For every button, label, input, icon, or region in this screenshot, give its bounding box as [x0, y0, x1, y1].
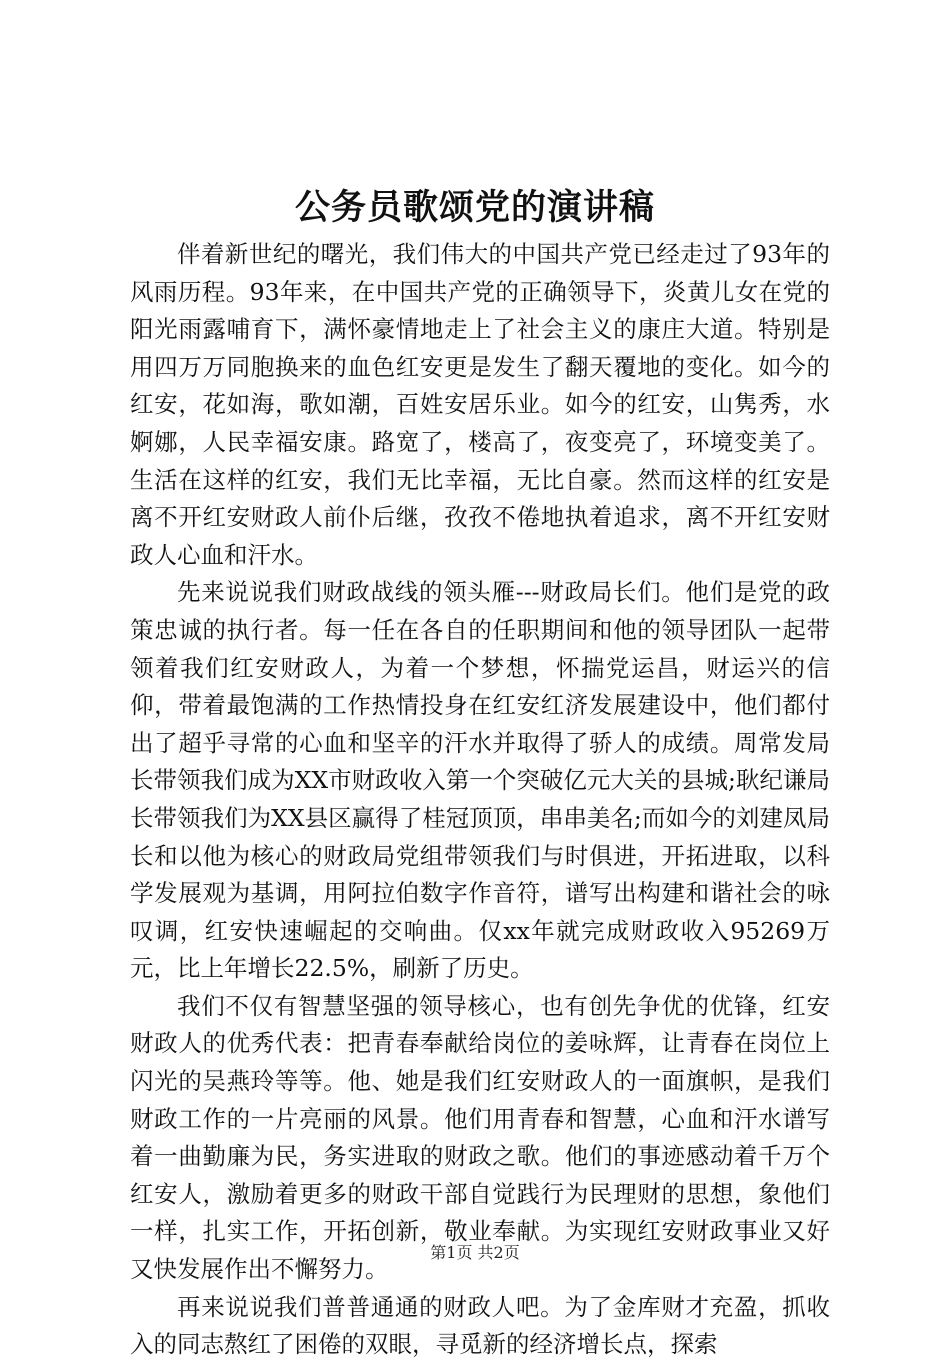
paragraph: 先来说说我们财政战线的领头雁---财政局长们。他们是党的政策忠诚的执行者。每一任在各自的任职期间和他的领导团队一起带领着我们红安财政人，为着一个梦想，怀揣党运昌，财运兴的信仰，带着最饱满的工作热情投身在红安红济发展建设中，他们都付出了超乎寻常的心血和坚辛的汗水并取得了骄人的成绩。周常发局长带领我们成为XX市财政收入第一个突破亿元大关的县城;耿纪谦局长带领我们为XX县区赢得了桂冠顶顶，串串美名;而如今的刘建凤局长和以他为核心的财政局党组带领我们与时俱进，开拓进取，以科学发展观为基调，用阿拉伯数字作音符，谱写出构建和谐社会的咏叹调，红安快速崛起的交响曲。仅xx年就完成财政收入95269万元，比上年增长22.5%，刷新了历史。: [130, 578, 830, 983]
paragraph: 再来说说我们普普通通的财政人吧。为了金库财才充盈，抓收入的同志熬红了困倦的双眼，寻觅新的经济增长点，探索: [130, 1292, 830, 1359]
page-number-footer: 第1页 共2页: [430, 1243, 520, 1262]
document-title: 公务员歌颂党的演讲稿: [294, 187, 655, 228]
paragraph: 伴着新世纪的曙光，我们伟大的中国共产党已经走过了93年的风雨历程。93年来，在中国共产党的正确领导下，炎黄儿女在党的阳光雨露哺育下，满怀豪情地走上了社会主义的康庄大道。特别是用四万万同胞换来的血色红安更是发生了翻天覆地的变化。如今的红安，花如海，歌如潮，百姓安居乐业。如今的红安，山隽秀，水婀娜，人民幸福安康。路宽了，楼高了，夜变亮了，环境变美了。生活在这样的红安，我们无比幸福，无比自豪。然而这样的红安是离不开红安财政人前仆后继，孜孜不倦地执着追求，离不开红安财政人心血和汗水。: [130, 240, 830, 569]
document-body: [130, 236, 830, 1364]
paragraph: 我们不仅有智慧坚强的领导核心，也有创先争优的优锋，红安财政人的优秀代表：把青春奉献给岗位的姜咏辉，让青春在岗位上闪光的吴燕玲等等。他、她是我们红安财政人的一面旗帜，是我们财政工作的一片亮丽的风景。他们用青春和智慧，心血和汗水谱写着一曲勤廉为民，务实进取的财政之歌。他们的事迹感动着千万个红安人，激励着更多的财政干部自觉践行为民理财的思想，象他们一样，扎实工作，开拓创新，敬业奉献。为实现红安财政事业又好又快发展作出不懈努力。: [130, 991, 830, 1284]
